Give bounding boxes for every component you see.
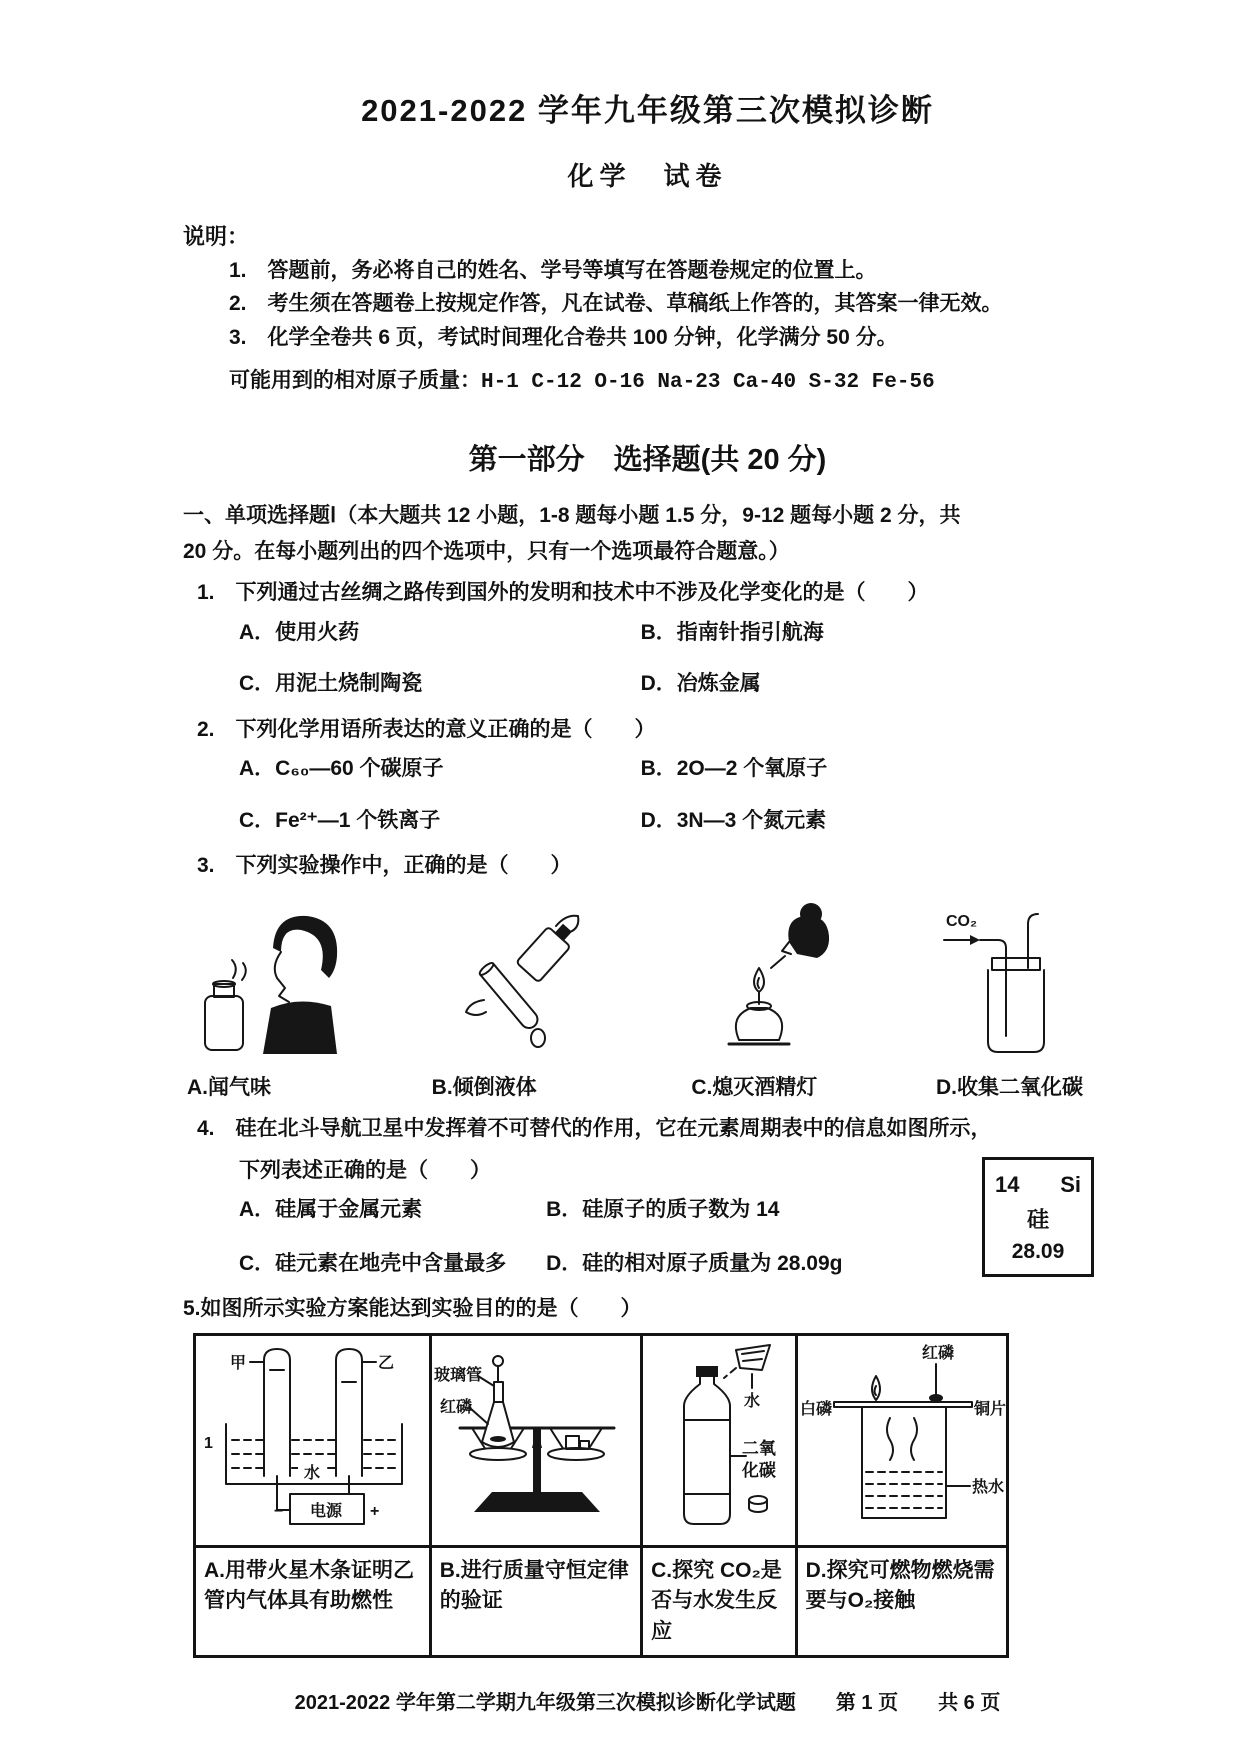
q4-block bbox=[183, 1113, 1112, 1283]
element-mass: 28.09 bbox=[1011, 1240, 1065, 1263]
part1-intro-line2: 20 分。在每小题列出的四个选项中，只有一个选项最符合题意。） bbox=[183, 539, 790, 563]
q5-cell-b-diagram bbox=[430, 1334, 641, 1547]
label-hot-water: 热水 bbox=[971, 1478, 1004, 1496]
label-water-c: 水 bbox=[743, 1393, 760, 1411]
atomic-mass-note: 可能用到的相对原子质量：H-1 C-12 O-16 Na-23 Ca-40 S-32 Fe-56 bbox=[229, 371, 935, 394]
label-minus: − bbox=[274, 1502, 284, 1520]
part1-intro-line1: 一、单项选择题Ⅰ（本大题共 12 小题，1-8 题每小题 1.5 分，9-12 题每小题 2 分，共 bbox=[183, 504, 961, 527]
smell-gas-figure bbox=[187, 896, 347, 1066]
label-red-phosphorus-d: 红磷 bbox=[921, 1344, 954, 1362]
q3-figure-row bbox=[187, 896, 1106, 1104]
element-name: 硅 bbox=[1026, 1207, 1049, 1232]
q2-option-c: C．Fe²⁺—1 个铁离子 bbox=[239, 808, 441, 832]
q2-stem: 2. 下列化学用语所表达的意义正确的是（ ） bbox=[197, 717, 656, 741]
q5-caption-c: C.探究 CO₂是否与水发生反应 bbox=[642, 1547, 796, 1657]
q1-option-d: D．冶炼金属 bbox=[640, 672, 761, 695]
q3-caption-c: C.熄灭酒精灯 bbox=[691, 1075, 818, 1099]
q4-stem-line2: 下列表述正确的是（ ） bbox=[239, 1158, 491, 1182]
label-copper-sheet: 铜片 bbox=[973, 1400, 1006, 1418]
q3-figure-block-d bbox=[936, 896, 1106, 1104]
q2-option-b: B．2O—2 个氧原子 bbox=[640, 757, 828, 780]
q3-figure-block-b bbox=[432, 896, 607, 1104]
q2-option-d: D．3N—3 个氮元素 bbox=[640, 808, 827, 832]
notice-item-1: 1. 答题前，务必将自己的姓名、学号等填写在答题卷规定的位置上。 bbox=[229, 258, 877, 282]
element-number: 14 bbox=[995, 1172, 1020, 1197]
notice-section bbox=[183, 220, 1112, 399]
doc-subtitle: 化学 试卷 bbox=[567, 160, 728, 191]
pour-liquid-figure bbox=[432, 896, 607, 1066]
q3-stem: 3. 下列实验操作中，正确的是（ ） bbox=[197, 854, 572, 877]
q5-cell-a-diagram bbox=[195, 1334, 431, 1547]
q5-caption-d: D.探究可燃物燃烧需要与O₂接触 bbox=[796, 1547, 1007, 1657]
q3-caption-d: D.收集二氧化碳 bbox=[935, 1075, 1083, 1099]
blow-out-lamp-figure bbox=[691, 896, 851, 1066]
q1-option-c: C．用泥土烧制陶瓷 bbox=[239, 672, 423, 695]
q3-figure-block-a bbox=[187, 896, 347, 1104]
label-power: 电源 bbox=[310, 1502, 343, 1520]
combustion-condition-diagram bbox=[798, 1336, 1006, 1536]
q4-option-a: A．硅属于金属元素 bbox=[239, 1198, 423, 1221]
label-red-phosphorus-b: 红磷 bbox=[439, 1398, 472, 1416]
balance-diagram bbox=[432, 1336, 640, 1536]
notice-item-2: 2. 考生须在答题卷上按规定作答，凡在试卷、草稿纸上作答的，其答案一律无效。 bbox=[229, 292, 1003, 315]
q4-option-c: C．硅元素在地壳中含量最多 bbox=[239, 1251, 507, 1275]
q1-option-a: A．使用火药 bbox=[239, 620, 360, 644]
electrolysis-diagram bbox=[198, 1336, 426, 1536]
label-water: 水 bbox=[304, 1464, 321, 1482]
co2-label: CO₂ bbox=[945, 912, 978, 930]
q3-caption-b: B.倾倒液体 bbox=[431, 1075, 537, 1099]
notice-item-3: 3. 化学全卷共 6 页，考试时间理化合卷共 100 分钟，化学满分 50 分。 bbox=[229, 325, 898, 349]
q4-stem-line1: 4. 硅在北斗导航卫星中发挥着不可替代的作用，它在元素周期表中的信息如图所示， bbox=[197, 1117, 992, 1140]
label-glass-tube: 玻璃管 bbox=[433, 1366, 482, 1384]
periodic-element-box bbox=[982, 1157, 1094, 1277]
label-carbon-dioxide: 二氧化碳 bbox=[741, 1439, 776, 1480]
label-one: 1 bbox=[204, 1434, 214, 1452]
label-yi: 乙 bbox=[378, 1354, 395, 1372]
q5-cell-d-diagram bbox=[796, 1334, 1007, 1547]
q5-cell-c-diagram bbox=[642, 1334, 796, 1547]
q5-stem: 5.如图所示实验方案能达到实验目的的是（ ） bbox=[183, 1297, 642, 1320]
doc-title: 2021-2022 学年九年级第三次模拟诊断 bbox=[361, 93, 934, 128]
q4-option-b: B．硅原子的质子数为 14 bbox=[546, 1198, 780, 1221]
label-plus: + bbox=[370, 1502, 380, 1520]
page-footer: 2021-2022 学年第二学期九年级第三次模拟诊断化学试题 第 1 页 共 6 页 bbox=[294, 1692, 1001, 1715]
q1-stem: 1. 下列通过古丝绸之路传到国外的发明和技术中不涉及化学变化的是（ ） bbox=[197, 581, 929, 604]
q1-options bbox=[239, 613, 1112, 704]
label-jia: 甲 bbox=[230, 1354, 247, 1372]
q1-option-b: B．指南针指引航海 bbox=[640, 620, 824, 644]
collect-co2-figure bbox=[936, 896, 1106, 1066]
element-symbol: Si bbox=[1060, 1172, 1081, 1197]
q2-options bbox=[239, 749, 1112, 840]
q5-caption-b: B.进行质量守恒定律的验证 bbox=[430, 1547, 641, 1657]
q3-figure-block-c bbox=[691, 896, 851, 1104]
q5-table bbox=[193, 1333, 1009, 1659]
q4-option-d: D．硅的相对原子质量为 28.09g bbox=[546, 1251, 843, 1275]
notice-heading: 说明： bbox=[183, 223, 250, 249]
q3-caption-a: A.闻气味 bbox=[187, 1075, 271, 1099]
q5-caption-a: A.用带火星木条证明乙管内气体具有助燃性 bbox=[195, 1547, 431, 1657]
q2-option-a: A．C₆₀—60 个碳原子 bbox=[239, 757, 444, 780]
label-white-phosphorus: 白磷 bbox=[799, 1400, 832, 1418]
part1-heading: 第一部分 选择题(共 20 分) bbox=[468, 443, 827, 476]
